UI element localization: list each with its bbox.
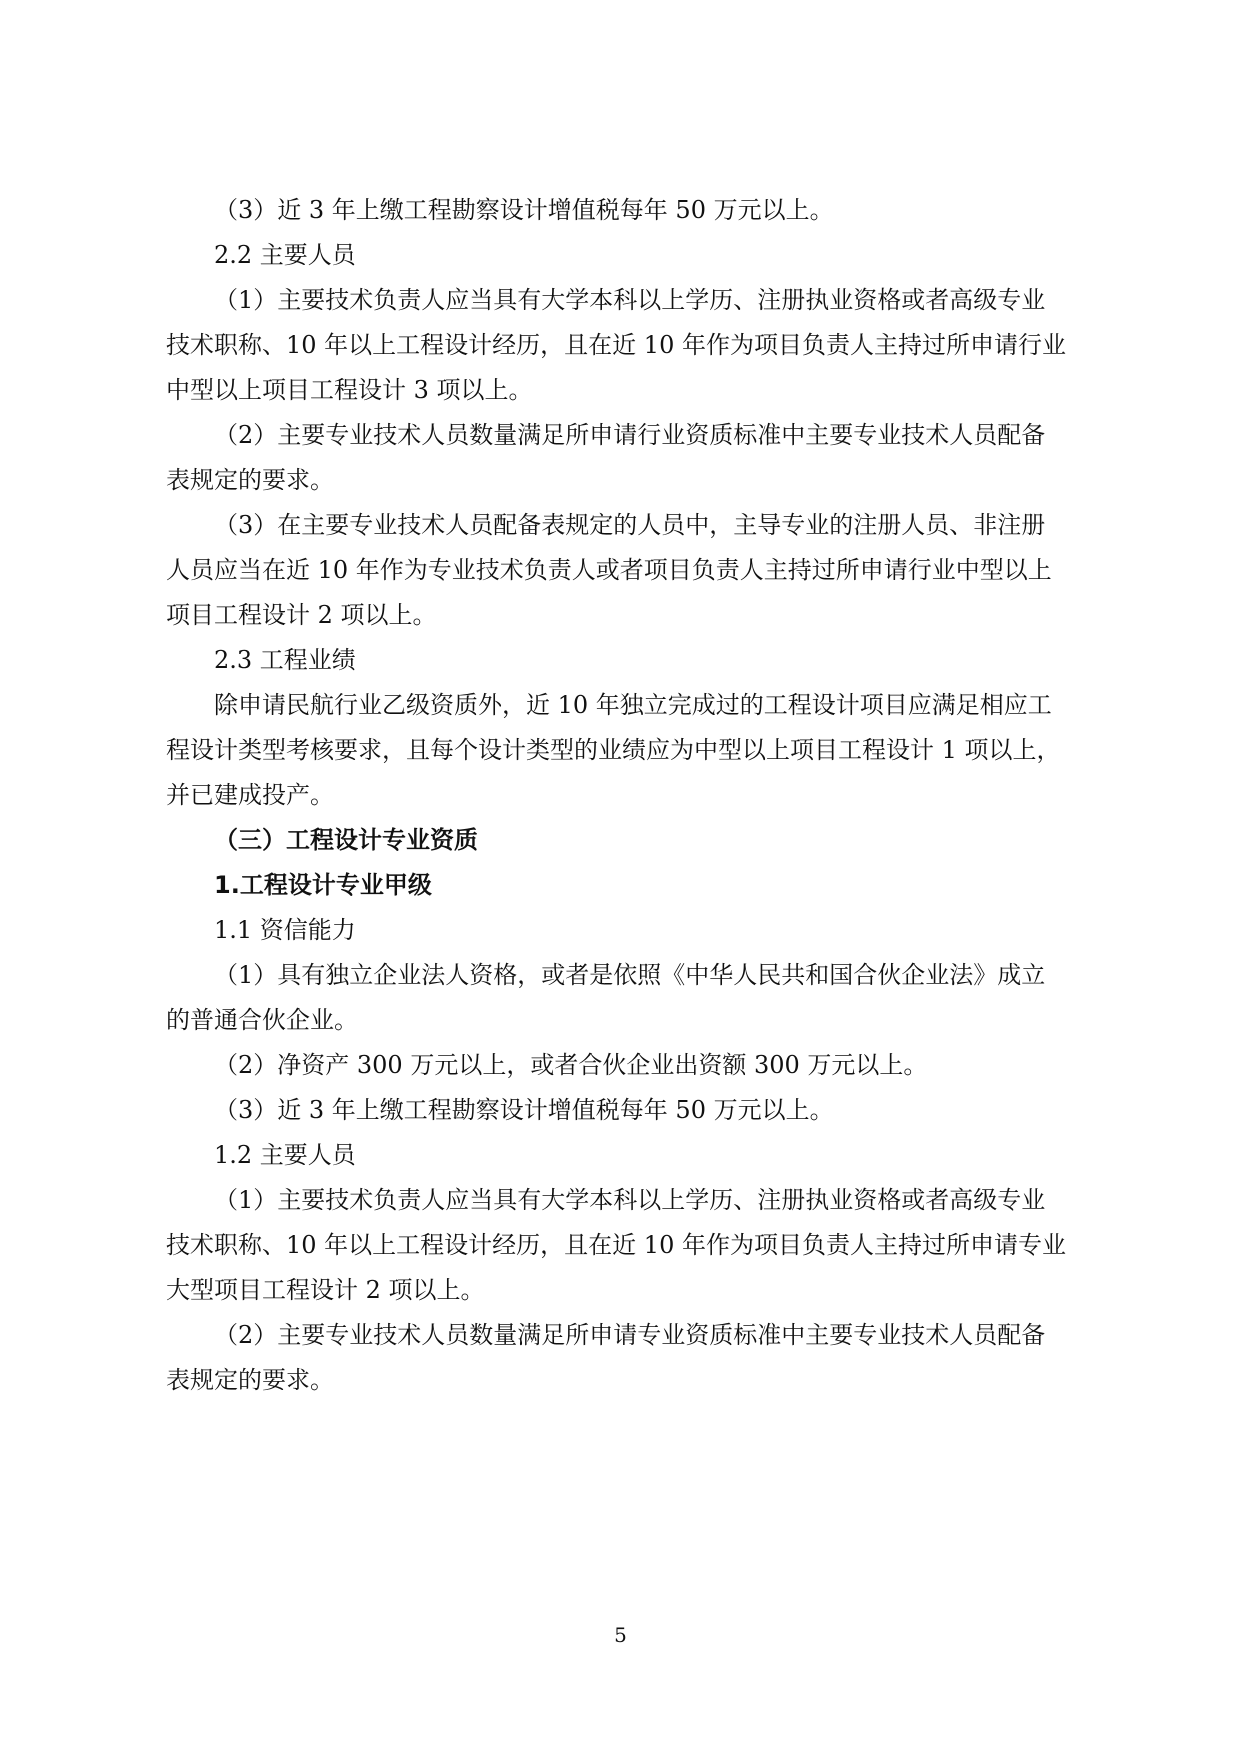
section-heading: 1.2 主要人员 (214, 1141, 356, 1169)
page-number: 5 (614, 1623, 627, 1647)
paragraph-line: 的普通合伙企业。 (166, 1006, 358, 1034)
paragraph-line: 技术职称、10 年以上工程设计经历，且在近 10 年作为项目负责人主持过所申请行业 (166, 331, 1066, 359)
paragraph-line: 表规定的要求。 (166, 1366, 334, 1394)
paragraph-line: 人员应当在近 10 年作为专业技术负责人或者项目负责人主持过所申请行业中型以上 (166, 556, 1052, 584)
paragraph-line: 表规定的要求。 (166, 466, 334, 494)
paragraph-line: （1）主要技术负责人应当具有大学本科以上学历、注册执业资格或者高级专业 (214, 286, 1046, 314)
paragraph-line: （3）近 3 年上缴工程勘察设计增值税每年 50 万元以上。 (214, 196, 834, 224)
chapter-heading: （三）工程设计专业资质 (214, 826, 478, 854)
paragraph-line: 程设计类型考核要求，且每个设计类型的业绩应为中型以上项目工程设计 1 项以上， (166, 736, 1061, 764)
paragraph-line: （1）具有独立企业法人资格，或者是依照《中华人民共和国合伙企业法》成立 (214, 961, 1046, 989)
paragraph-line: （2）净资产 300 万元以上，或者合伙企业出资额 300 万元以上。 (214, 1051, 928, 1079)
paragraph-line: 中型以上项目工程设计 3 项以上。 (166, 376, 533, 404)
subsection-heading: 1.工程设计专业甲级 (214, 871, 432, 899)
paragraph-line: （2）主要专业技术人员数量满足所申请专业资质标准中主要专业技术人员配备 (214, 1321, 1046, 1349)
paragraph-line: 项目工程设计 2 项以上。 (166, 601, 437, 629)
paragraph-line: （2）主要专业技术人员数量满足所申请行业资质标准中主要专业技术人员配备 (214, 421, 1046, 449)
paragraph-line: 并已建成投产。 (166, 781, 334, 809)
section-heading: 2.3 工程业绩 (214, 646, 356, 674)
paragraph-line: 技术职称、10 年以上工程设计经历，且在近 10 年作为项目负责人主持过所申请专业 (166, 1231, 1066, 1259)
section-heading: 1.1 资信能力 (214, 916, 356, 944)
paragraph-line: （3）近 3 年上缴工程勘察设计增值税每年 50 万元以上。 (214, 1096, 834, 1124)
paragraph-line: 大型项目工程设计 2 项以上。 (166, 1276, 485, 1304)
paragraph-line: （3）在主要专业技术人员配备表规定的人员中，主导专业的注册人员、非注册 (214, 511, 1046, 539)
paragraph-line: 除申请民航行业乙级资质外，近 10 年独立完成过的工程设计项目应满足相应工 (214, 691, 1052, 719)
section-heading: 2.2 主要人员 (214, 241, 356, 269)
paragraph-line: （1）主要技术负责人应当具有大学本科以上学历、注册执业资格或者高级专业 (214, 1186, 1046, 1214)
